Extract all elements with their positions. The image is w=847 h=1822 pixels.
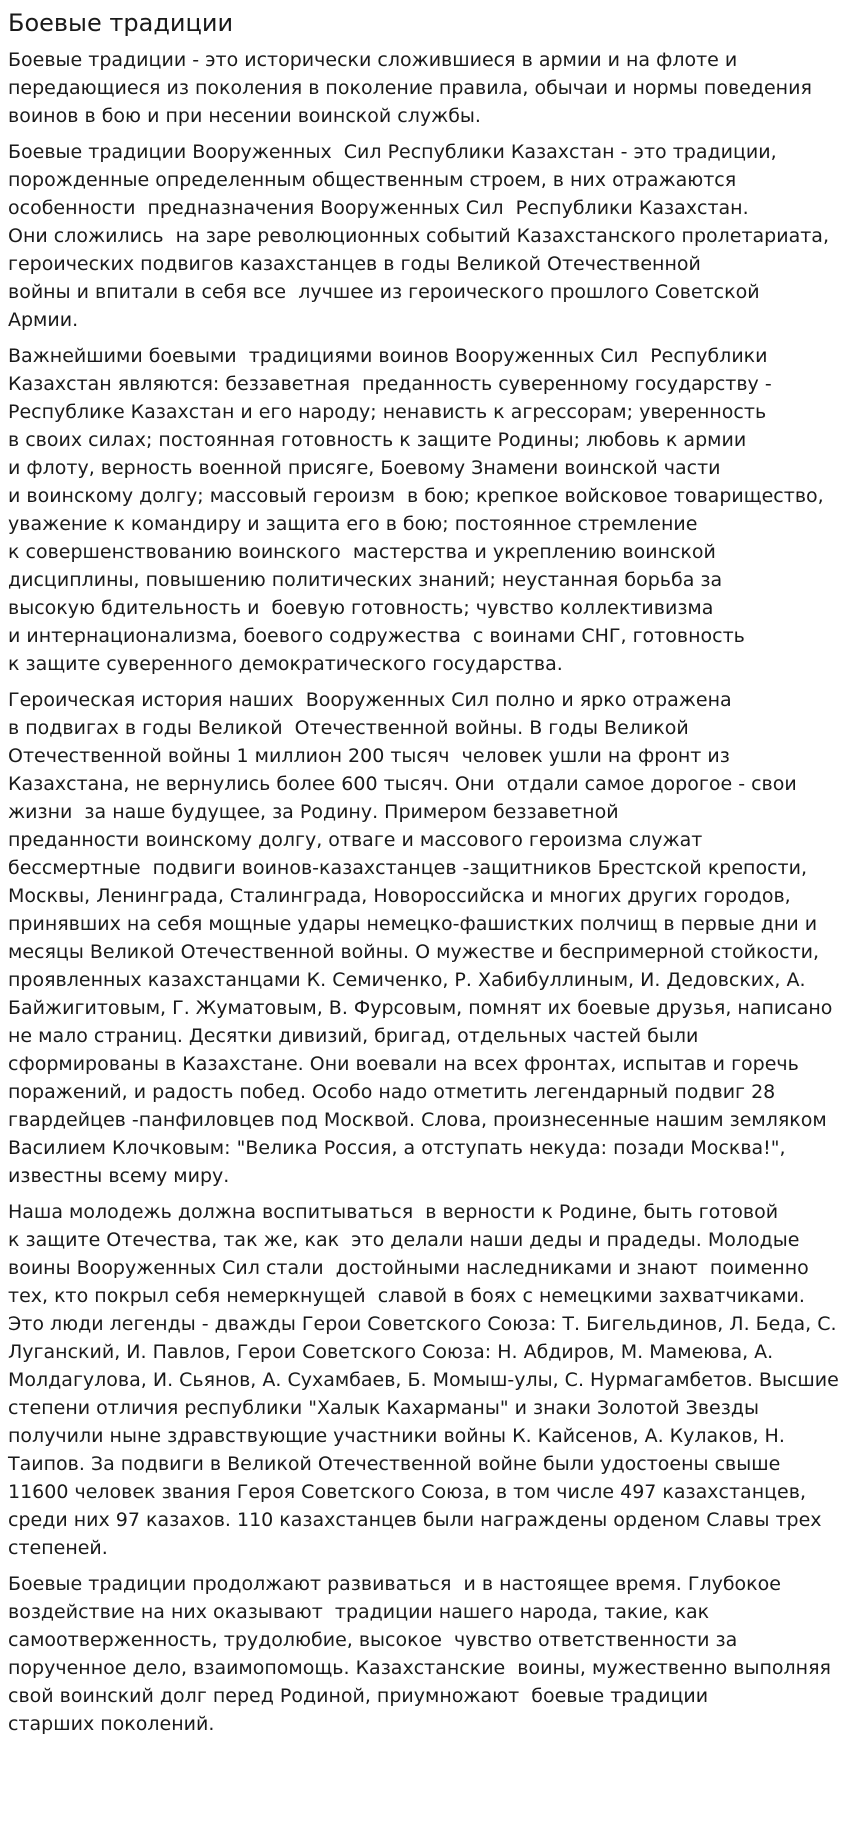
text-line: преданности воинскому долгу, отваге и массового героизма служат: [8, 829, 703, 851]
text-line: порожденные определенным общественным строем, в них отражаются: [8, 169, 737, 191]
text-line: к защите суверенного демократического государства.: [8, 653, 563, 675]
text-line: не мало страниц. Десятки дивизий, бригад, отдельных частей были: [8, 1025, 699, 1047]
text-line: Боевые традиции - это исторически сложившиеся в армии и на флоте и: [8, 49, 738, 71]
article-body: [8, 46, 840, 1738]
text-line: к защите Отечества, так же, как это делали наши деды и прадеды. Молодые: [8, 1229, 800, 1251]
paragraph: [8, 342, 840, 678]
text-line: и флоту, верность военной присяге, Боевому Знамени воинской части: [8, 457, 721, 479]
text-line: Они сложились на заре революционных событий Казахстанского пролетариата,: [8, 225, 829, 247]
text-line: месяцы Великой Отечественной войны. О мужестве и беспримерной стойкости,: [8, 941, 820, 963]
text-line: Байжигитовым, Г. Жуматовым, В. Фурсовым, помнят их боевые друзья, написано: [8, 997, 833, 1019]
text-line: степени отличия республики "Халык Кахарманы" и знаки Золотой Звезды: [8, 1397, 759, 1419]
text-line: героических подвигов казахстанцев в годы Великой Отечественной: [8, 253, 701, 275]
text-line: высокую бдительность и боевую готовность; чувство коллективизма: [8, 597, 714, 619]
text-line: получили ныне здравствующие участники войны К. Кайсенов, А. Кулаков, Н.: [8, 1425, 785, 1447]
text-line: порученное дело, взаимопомощь. Казахстанские воины, мужественно выполняя: [8, 1657, 831, 1679]
text-line: в своих силах; постоянная готовность к защите Родины; любовь к армии: [8, 429, 747, 451]
text-line: в подвигах в годы Великой Отечественной войны. В годы Великой: [8, 717, 689, 739]
text-line: Молдагулова, И. Сьянов, А. Сухамбаев, Б. Момыш-улы, С. Нурмагамбетов. Высшие: [8, 1369, 839, 1391]
text-line: к совершенствованию воинского мастерства и укреплению воинской: [8, 541, 716, 563]
text-line: Таипов. За подвиги в Великой Отечественной войне были удостоены свыше: [8, 1453, 781, 1475]
text-line: Казахстан являются: беззаветная преданность суверенному государству -: [8, 373, 772, 395]
text-line: самоотверженность, трудолюбие, высокое чувство ответственности за: [8, 1629, 738, 1651]
text-line: Героическая история наших Вооруженных Сил полно и ярко отражена: [8, 689, 732, 711]
text-line: Москвы, Ленинграда, Сталинграда, Новороссийска и многих других городов,: [8, 885, 791, 907]
text-line: известны всему миру.: [8, 1165, 230, 1187]
text-line: Республике Казахстан и его народу; ненависть к агрессорам; уверенность: [8, 401, 767, 423]
article-title: Боевые традиции: [8, 9, 234, 37]
text-line: особенности предназначения Вооруженных Сил Республики Казахстан.: [8, 197, 749, 219]
text-line: жизни за наше будущее, за Родину. Примером беззаветной: [8, 801, 619, 823]
article: [8, 8, 840, 1746]
text-line: воздействие на них оказывают традиции нашего народа, такие, как: [8, 1601, 710, 1623]
text-line: Казахстана, не вернулись более 600 тысяч. Они отдали самое дорогое - свои: [8, 773, 797, 795]
text-line: дисциплины, повышению политических знаний; неустанная борьба за: [8, 569, 723, 591]
text-line: передающиеся из поколения в поколение правила, обычаи и нормы поведения: [8, 77, 812, 99]
text-line: степеней.: [8, 1537, 108, 1559]
text-line: воинов в бою и при несении воинской службы.: [8, 105, 481, 127]
text-line: свой воинский долг перед Родиной, приумножают боевые традиции: [8, 1685, 709, 1707]
text-line: принявших на себя мощные удары немецко-фашистких полчищ в первые дни и: [8, 913, 818, 935]
text-line: уважение к командиру и защита его в бою; постоянное стремление: [8, 513, 698, 535]
text-line: Луганский, И. Павлов, Герои Советского Союза: Н. Абдиров, М. Мамеюва, А.: [8, 1341, 774, 1363]
paragraph: [8, 686, 840, 1190]
text-line: Василием Клочковым: "Велика Россия, а отступать некуда: позади Москва!",: [8, 1137, 786, 1159]
text-line: войны и впитали в себя все лучшее из героического прошлого Советской: [8, 281, 760, 303]
text-line: Наша молодежь должна воспитываться в верности к Родине, быть готовой: [8, 1201, 779, 1223]
text-line: Важнейшими боевыми традициями воинов Вооруженных Сил Республики: [8, 345, 768, 367]
text-line: проявленных казахстанцами К. Семиченко, Р. Хабибуллиным, И. Дедовских, А.: [8, 969, 806, 991]
text-line: поражений, и радость побед. Особо надо отметить легендарный подвиг 28: [8, 1081, 776, 1103]
text-line: Это люди легенды - дважды Герои Советского Союза: Т. Бигельдинов, Л. Беда, С.: [8, 1313, 837, 1335]
text-line: Боевые традиции Вооруженных Сил Республики Казахстан - это традиции,: [8, 141, 777, 163]
text-line: и интернационализма, боевого содружества с воинами СНГ, готовность: [8, 625, 745, 647]
text-line: тех, кто покрыл себя немеркнущей славой в боях с немецкими захватчиками.: [8, 1285, 805, 1307]
text-line: Отечественной войны 1 миллион 200 тысяч человек ушли на фронт из: [8, 745, 730, 767]
text-line: воины Вооруженных Сил стали достойными наследниками и знают поименно: [8, 1257, 809, 1279]
paragraph: [8, 138, 840, 334]
text-line: гвардейцев -панфиловцев под Москвой. Слова, произнесенные нашим земляком: [8, 1109, 827, 1131]
text-line: и воинскому долгу; массовый героизм в бою; крепкое войсковое товарищество,: [8, 485, 824, 507]
paragraph: [8, 1570, 840, 1738]
paragraph: [8, 46, 840, 130]
text-line: сформированы в Казахстане. Они воевали на всех фронтах, испытав и горечь: [8, 1053, 799, 1075]
text-line: среди них 97 казахов. 110 казахстанцев были награждены орденом Славы трех: [8, 1509, 822, 1531]
text-line: старших поколений.: [8, 1713, 215, 1735]
text-line: Боевые традиции продолжают развиваться и в настоящее время. Глубокое: [8, 1573, 781, 1595]
text-line: 11600 человек звания Героя Советского Союза, в том числе 497 казахстанцев,: [8, 1481, 806, 1503]
text-line: Армии.: [8, 309, 79, 331]
paragraph: [8, 1198, 840, 1562]
text-line: бессмертные подвиги воинов-казахстанцев -защитников Брестской крепости,: [8, 857, 807, 879]
